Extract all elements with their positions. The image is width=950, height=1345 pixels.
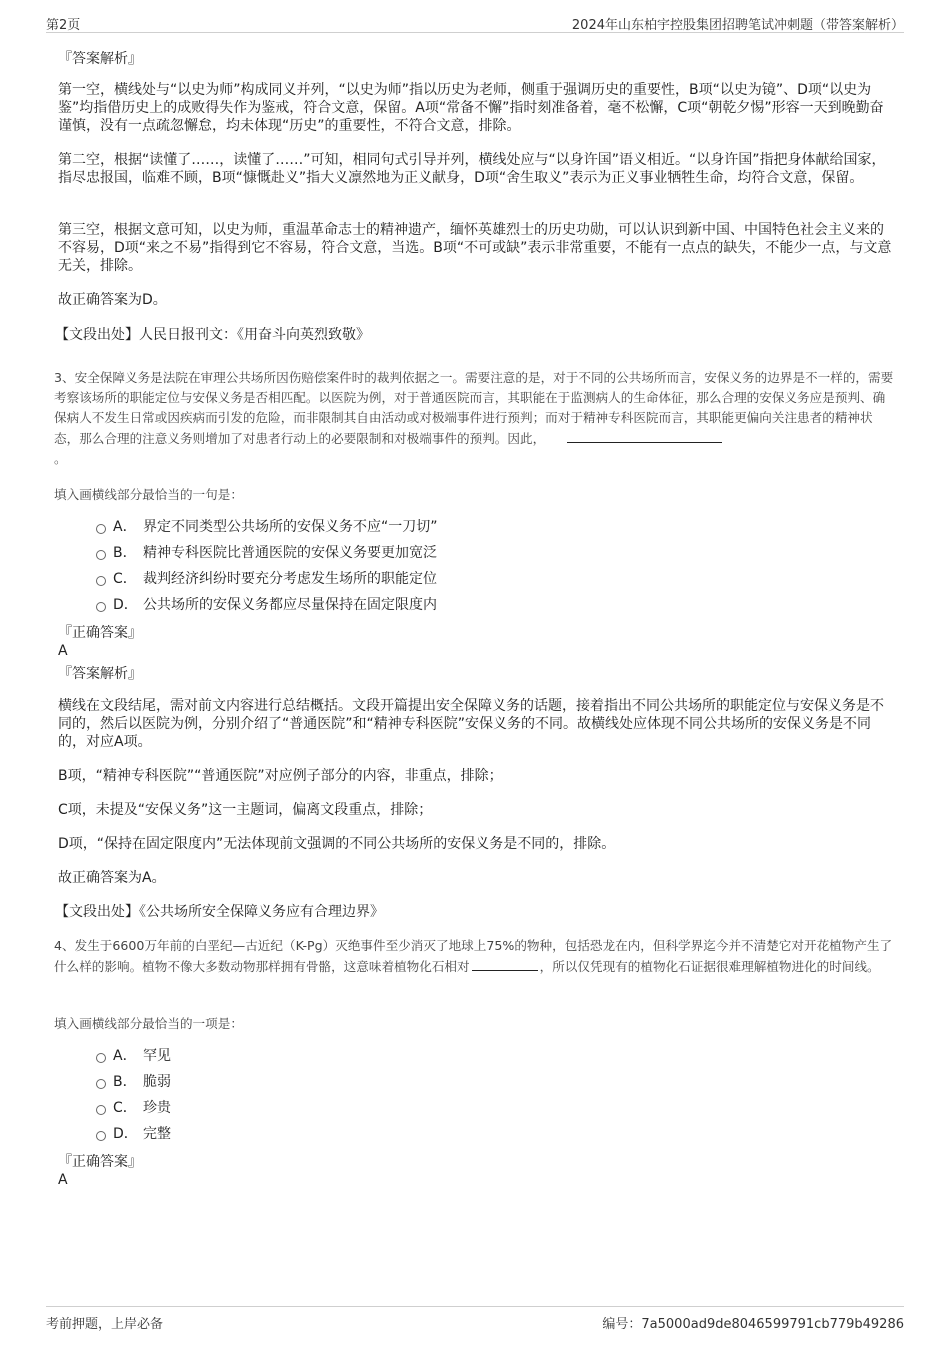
correct-answer: A — [58, 1172, 68, 1188]
source-citation: 【文段出处】人民日报刊文：《用奋斗向英烈致敬》 — [55, 327, 370, 343]
analysis-paragraph: 横线在文段结尾，需对前文内容进行总结概括。文段开篇提出安全保障义务的话题，接着指出不同公共场所的职能定位与安保义务是不同的，然后以医院为例，分别介绍了“普通医院”和“精神专科医院”安保义务的不同。故横线处应体现不同公共场所的安保义务是不同的，对应A项。 — [58, 698, 884, 750]
question-prompt: 填入画横线部分最恰当的一项是： — [54, 1016, 243, 1031]
page-footer — [46, 1306, 904, 1331]
answer-blank — [472, 956, 538, 971]
source-citation: 【文段出处】《公共场所安全保障义务应有合理边界》 — [55, 904, 384, 920]
radio-icon[interactable] — [96, 524, 106, 534]
answer-label: 『正确答案』 — [58, 625, 142, 641]
radio-icon[interactable] — [96, 602, 106, 612]
conclusion: 故正确答案为D。 — [58, 292, 167, 308]
option-b[interactable]: B． 脆弱 — [96, 1073, 171, 1091]
option-a[interactable]: A． 罕见 — [96, 1047, 171, 1065]
analysis-paragraph: 第二空，根据“读懂了……，读懂了……”可知，相同句式引导并列，横线处应与“以身许国”语义相近。“以身许国”指把身体献给国家，指尽忠报国，临难不顾，B项“慷慨赴义”指大义凛然地为正义献身，D项“舍生取义”表示为正义事业牺牲生命，均符合文意，保留。 — [58, 152, 886, 186]
question-prompt: 填入画横线部分最恰当的一句是： — [54, 487, 243, 502]
question-stem-text: 4、发生于6600万年前的白垩纪—古近纪（K-Pg）灭绝事件至少消灭了地球上75%的物种，包括恐龙在内，但科学界迄今并不清楚它对开花植物产生了什么样的影响。植物不像大多数动物那样拥有骨骼，这意味着植物化石相对 — [54, 938, 893, 974]
option-a[interactable]: A． 界定不同类型公共场所的安保义务不应“一刀切” — [96, 518, 438, 536]
analysis-paragraph: 第三空，根据文意可知，以史为师，重温革命志士的精神遗产，缅怀英雄烈士的历史功勋，可以认识到新中国、中国特色社会主义来的不容易，D项“来之不易”指得到它不容易，符合文意，当选。B项“不可或缺”表示非常重要，不能有一点点的缺失，不能少一点，与文意无关，排除。 — [58, 222, 892, 274]
option-b[interactable]: B． 精神专科医院比普通医院的安保义务要更加宽泛 — [96, 544, 437, 562]
radio-icon[interactable] — [96, 576, 106, 586]
conclusion: 故正确答案为A。 — [58, 870, 166, 886]
question-stem-end: 。 — [54, 451, 67, 466]
question-stem-end: ，所以仅凭现有的植物化石证据很难理解植物进化的时间线。 — [539, 959, 880, 974]
answer-blank — [567, 428, 722, 443]
analysis-paragraph: B项，“精神专科医院”“普通医院”对应例子部分的内容，非重点，排除； — [58, 768, 503, 784]
option-d[interactable]: D． 公共场所的安保义务都应尽量保持在固定限度内 — [96, 596, 437, 614]
analysis-label: 『答案解析』 — [58, 666, 142, 682]
document-title: 2024年山东柏宇控股集团招聘笔试冲刺题（带答案解析） — [571, 18, 904, 33]
answer-label: 『正确答案』 — [58, 1154, 142, 1170]
radio-icon[interactable] — [96, 1053, 106, 1063]
option-c[interactable]: C． 裁判经济纠纷时要充分考虑发生场所的职能定位 — [96, 570, 437, 588]
radio-icon[interactable] — [96, 1079, 106, 1089]
analysis-paragraph: D项，“保持在固定限度内”无法体现前文强调的不同公共场所的安保义务是不同的，排除。 — [58, 836, 616, 852]
analysis-label: 『答案解析』 — [58, 51, 142, 67]
footer-slogan: 考前押题，上岸必备 — [46, 1317, 164, 1332]
radio-icon[interactable] — [96, 1131, 106, 1141]
analysis-paragraph: 第一空，横线处与“以史为师”构成同义并列，“以史为师”指以历史为老师，侧重于强调历史的重要性，B项“以史为镜”、D项“以史为鉴”均指借历史上的成败得失作为鉴戒，符合文意，保留。A项“常备不懈”指时刻准备着，毫不松懈，C项“朝乾夕惕”形容一天到晚勤奋谨慎，没有一点疏忽懈怠，均未体现“历史”的重要性，不符合文意，排除。 — [58, 82, 884, 134]
question-stem — [54, 936, 894, 977]
option-d[interactable]: D． 完整 — [96, 1125, 171, 1143]
question-stem — [54, 368, 894, 469]
option-c[interactable]: C． 珍贵 — [96, 1099, 171, 1117]
page-header — [46, 12, 904, 33]
analysis-paragraph: C项，未提及“安保义务”这一主题词，偏离文段重点，排除； — [58, 802, 433, 818]
radio-icon[interactable] — [96, 550, 106, 560]
question-stem-text: 3、安全保障义务是法院在审理公共场所因伤赔偿案件时的裁判依据之一。需要注意的是，对于不同的公共场所而言，安保义务的边界是不一样的，需要考察该场所的职能定位与安保义务是否相匹配。以医院为例，对于普通医院而言，其职能在于监测病人的生命体征，那么合理的安保义务应是预判、确保病人不发生日常或因疾病而引发的危险，而非限制其自由活动或对极端事件进行预判；而对于精神专科医院而言，其职能更偏向关注患者的精神状态，那么合理的注意义务则增加了对患者行动上的必要限制和对极端事件的预判。因此， — [54, 370, 894, 446]
radio-icon[interactable] — [96, 1105, 106, 1115]
document-code: 编号：7a5000ad9de8046599791cb779b49286 — [602, 1317, 904, 1332]
correct-answer: A — [58, 643, 68, 659]
page-number: 第2页 — [46, 18, 81, 33]
